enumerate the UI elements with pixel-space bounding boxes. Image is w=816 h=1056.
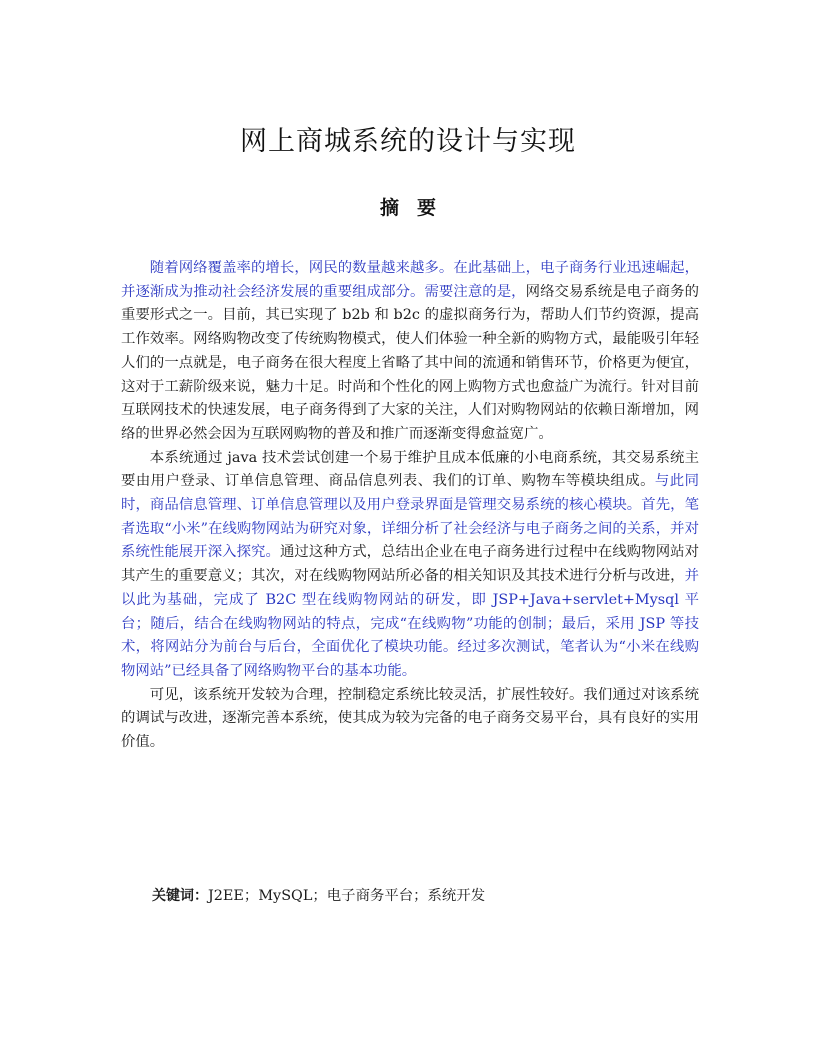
- keywords-text: J2EE；MySQL；电子商务平台；系统开发: [208, 888, 486, 904]
- keywords-line: [152, 885, 712, 908]
- paragraph-segment: 可见，该系统开发较为合理，控制稳定系统比较灵活，扩展性较好。我们通过对该系统的调试与改进，逐渐完善本系统，使其成为较为完备的电子商务交易平台，具有良好的实用价值。: [121, 686, 699, 751]
- keywords-label: 关键词：: [152, 888, 208, 904]
- abstract-paragraph-1: [121, 257, 699, 447]
- paragraph-segment: 网络交易系统是电子商务的重要形式之一。目前，其已实现了 b2b 和 b2c 的虚拟商务行为，帮助人们节约资源，提高工作效率。网络购物改变了传统购物模式，使人们体验一种全新的购物方式，最能吸引年轻人们的一点就是，电子商务在很大程度上省略了其中间的流通和销售环节，价格更为便宜，这对于工薪阶级来说，魅力十足。时尚和个性化的网上购物方式也愈益广为流行。针对目前互联网技术的快速发展，电子商务得到了大家的关注，人们对购物网站的依赖日渐增加，网络的世界必然会因为互联网购物的普及和推广而逐渐变得愈益宽广。: [121, 283, 699, 442]
- document-title: 网上商城系统的设计与实现: [240, 126, 576, 157]
- abstract-heading: [0, 193, 816, 220]
- abstract-heading-char-1: 摘: [379, 197, 399, 219]
- paragraph-segment: 并以此为基础，完成了 B2C 型在线购物网站的研发，即 JSP+Java+servlet+Mysql 平台；随后，结合在线购物网站的特点，完成“在线购物”功能的创制；最后，采用 JSP 等技术，将网站分为前台与后台，全面优化了模块功能。经过多次测试，笔者认为“小米在线购物网站”已经具备了网络购物平台的基本功能。: [121, 568, 699, 679]
- abstract-body: [121, 257, 699, 755]
- abstract-paragraph-2: [121, 447, 699, 684]
- abstract-heading-char-2: 要: [417, 197, 437, 219]
- paragraph-segment: 本系统通过 java 技术尝试创建一个易于维护且成本低廉的小电商系统，其交易系统主要由用户登录、订单信息管理、商品信息列表、我们的订单、购物车等模块组成。: [121, 449, 699, 490]
- paragraph-segment: 与此同时，商品信息管理、订单信息管理以及用户登录界面是管理交易系统的核心模块。首先，笔者选取“小米”在线购物网站为研究对象，详细分析了社会经济与电子商务之间的关系，并对系统性能展开深入探究。: [121, 473, 699, 561]
- abstract-paragraph-3: [121, 684, 699, 755]
- paragraph-segment: 通过这种方式，总结出企业在电子商务进行过程中在线购物网站对其产生的重要意义；其次，对在线购物网站所必备的相关知识及其技术进行分析与改进，: [121, 544, 699, 585]
- paragraph-segment: 随着网络覆盖率的增长，网民的数量越来越多。在此基础上，电子商务行业迅速崛起，并逐渐成为推动社会经济发展的重要组成部分。需要注意的是，: [121, 260, 699, 300]
